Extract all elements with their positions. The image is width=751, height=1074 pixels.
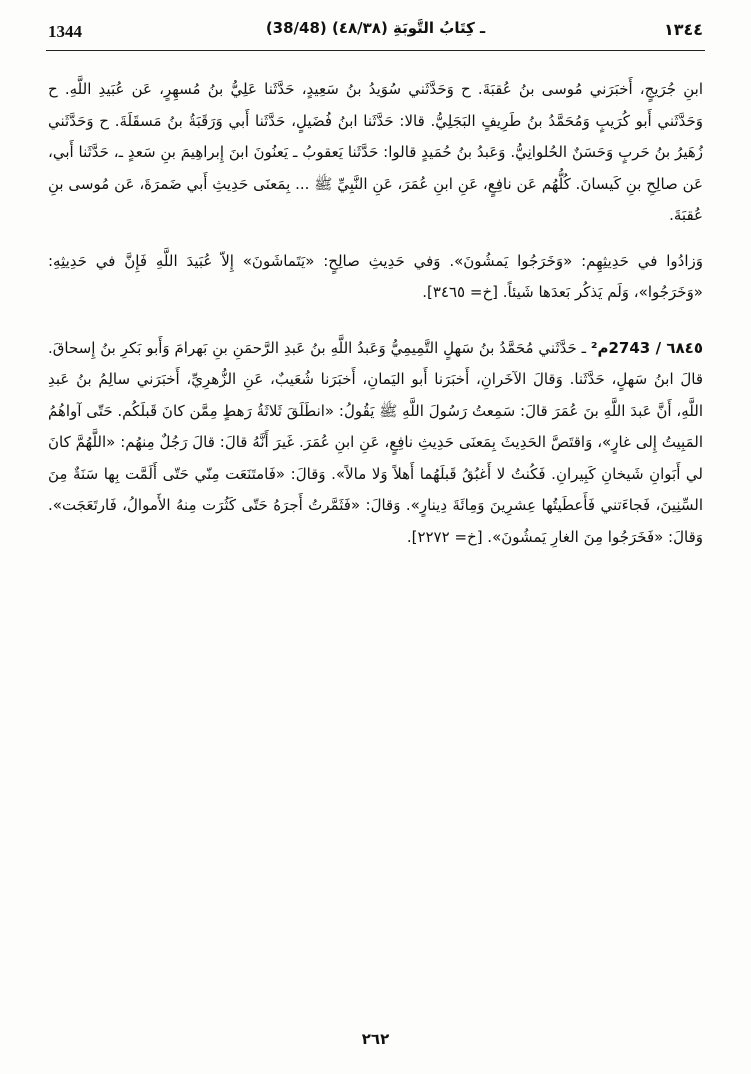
page-number-latin: 1344 (48, 22, 82, 41)
hadith-text: ـ حَدَّثَني مُحَمَّدُ بنُ سَهلٍ التَّمِيمِيُّ وَعَبدُ اللَّهِ بنُ عَبدِ الرَّحمَنِ بنِ بَهرامَ وَأَبو بَكرِ بنُ إِسحاقَ. قالَ ابنُ سَهلٍ، حَدَّثَنا. وَقالَ الآخَرانِ، أَخبَرَنا أَبو اليَمانِ، أَخبَرَنا شُعَيبٌ، عَنِ الزُّهرِيِّ، أَخبَرَني سالِمُ بنُ عَبدِ اللَّهِ، أَنَّ عَبدَ اللَّهِ بنَ عُمَرَ قالَ: سَمِعتُ رَسُولَ اللَّهِ ﷺ يَقُولُ: «انطَلَقَ ثَلاثَةُ رَهطٍ مِمَّن كانَ قَبلَكُم. حَتّى آواهُمُ المَبِيتُ إِلى غارٍ»، وَاقتَصَّ الحَدِيثَ بِمَعنَى حَدِيثِ نافِعٍ، عَنِ ابنِ عُمَرَ. غَيرَ أَنَّهُ قالَ: قالَ رَجُلٌ مِنهُم: «اللَّهُمَّ كانَ لي أَبَوانِ شَيخانِ كَبِيرانِ. فَكُنتُ لا أَغبُقُ قَبلَهُما أَهلاً وَلا مالاً». وَقالَ: «فَامتَنَعَت مِنّي حَتّى أَلَمَّت بِها سَنَةٌ مِنَ السِّنِينَ، فَجاءَتني فَأَعطَيتُها عِشرِينَ وَمِائَةَ دِينارٍ». وَقالَ: «فَثَمَّرتُ أَجرَهُ حَتّى كَثُرَت مِنهُ الأَموالُ، فَارتَعَجَت». وَقالَ: «فَخَرَجُوا مِنَ الغارِ يَمشُونَ». [خ= ٢٢٧٢]. (48, 338, 703, 546)
variants-note-paragraph: وَزادُوا في حَدِيثِهِم: «وَخَرَجُوا يَمشُونَ». وَفي حَدِيثِ صالِحٍ: «يَتَماشَونَ» إِلاّ عُبَيدَ اللَّهِ فَإِنَّ في حَدِيثِهِ: «وَخَرَجُوا»، وَلَم يَذكُر بَعدَها شَيئاً. [خ= ٣٤٦٥]. (48, 251, 703, 301)
page-number-arabic: ١٣٤٤ (663, 20, 703, 39)
hadith-paragraph (48, 333, 703, 554)
footer-page-number: ٢٦٢ (361, 1030, 390, 1048)
isnad-continuation-paragraph: ابنِ جُرَيجٍ، أَخبَرَني مُوسى بنُ عُقبَةَ. ح وَحَدَّثَني سُوَيدُ بنُ سَعِيدٍ، حَدَّثَنا عَلِيُّ بنُ مُسهِرٍ، عَن عُبَيدِ اللَّهِ. ح وَحَدَّثَني أَبو كُرَيبٍ وَمُحَمَّدُ بنُ طَرِيفٍ البَجَلِيُّ. قالا: حَدَّثَنا ابنُ فُضَيلٍ، حَدَّثَنا أَبي وَرَقَبَةُ بنُ مَسقَلَةَ. ح وَحَدَّثَني زُهَيرُ بنُ حَربٍ وَحَسَنٌ الحُلوانِيُّ. وَعَبدُ بنُ حُمَيدٍ قالوا: حَدَّثَنا يَعقوبُ ـ يَعنُونَ ابنَ إِبراهِيمَ بنِ سَعدٍ ـ، حَدَّثَنا أَبي، عَن صالِحِ بنِ كَيسانَ. كُلُّهُم عَن نافِعٍ، عَنِ ابنِ عُمَرَ، عَنِ النَّبِيِّ ﷺ ... بِمَعنَى حَدِيثِ أَبي ضَمرَةَ، عَن مُوسى بنِ عُقبَةَ. (48, 80, 703, 224)
running-title: (38/48) ـ كِتَابُ التَّوبَةِ (٤٨/٣٨) (265, 19, 486, 37)
hadith-number: ٦٨٤٥ / 2743م² (590, 338, 703, 357)
page-body (48, 74, 703, 567)
page-header (46, 14, 705, 51)
